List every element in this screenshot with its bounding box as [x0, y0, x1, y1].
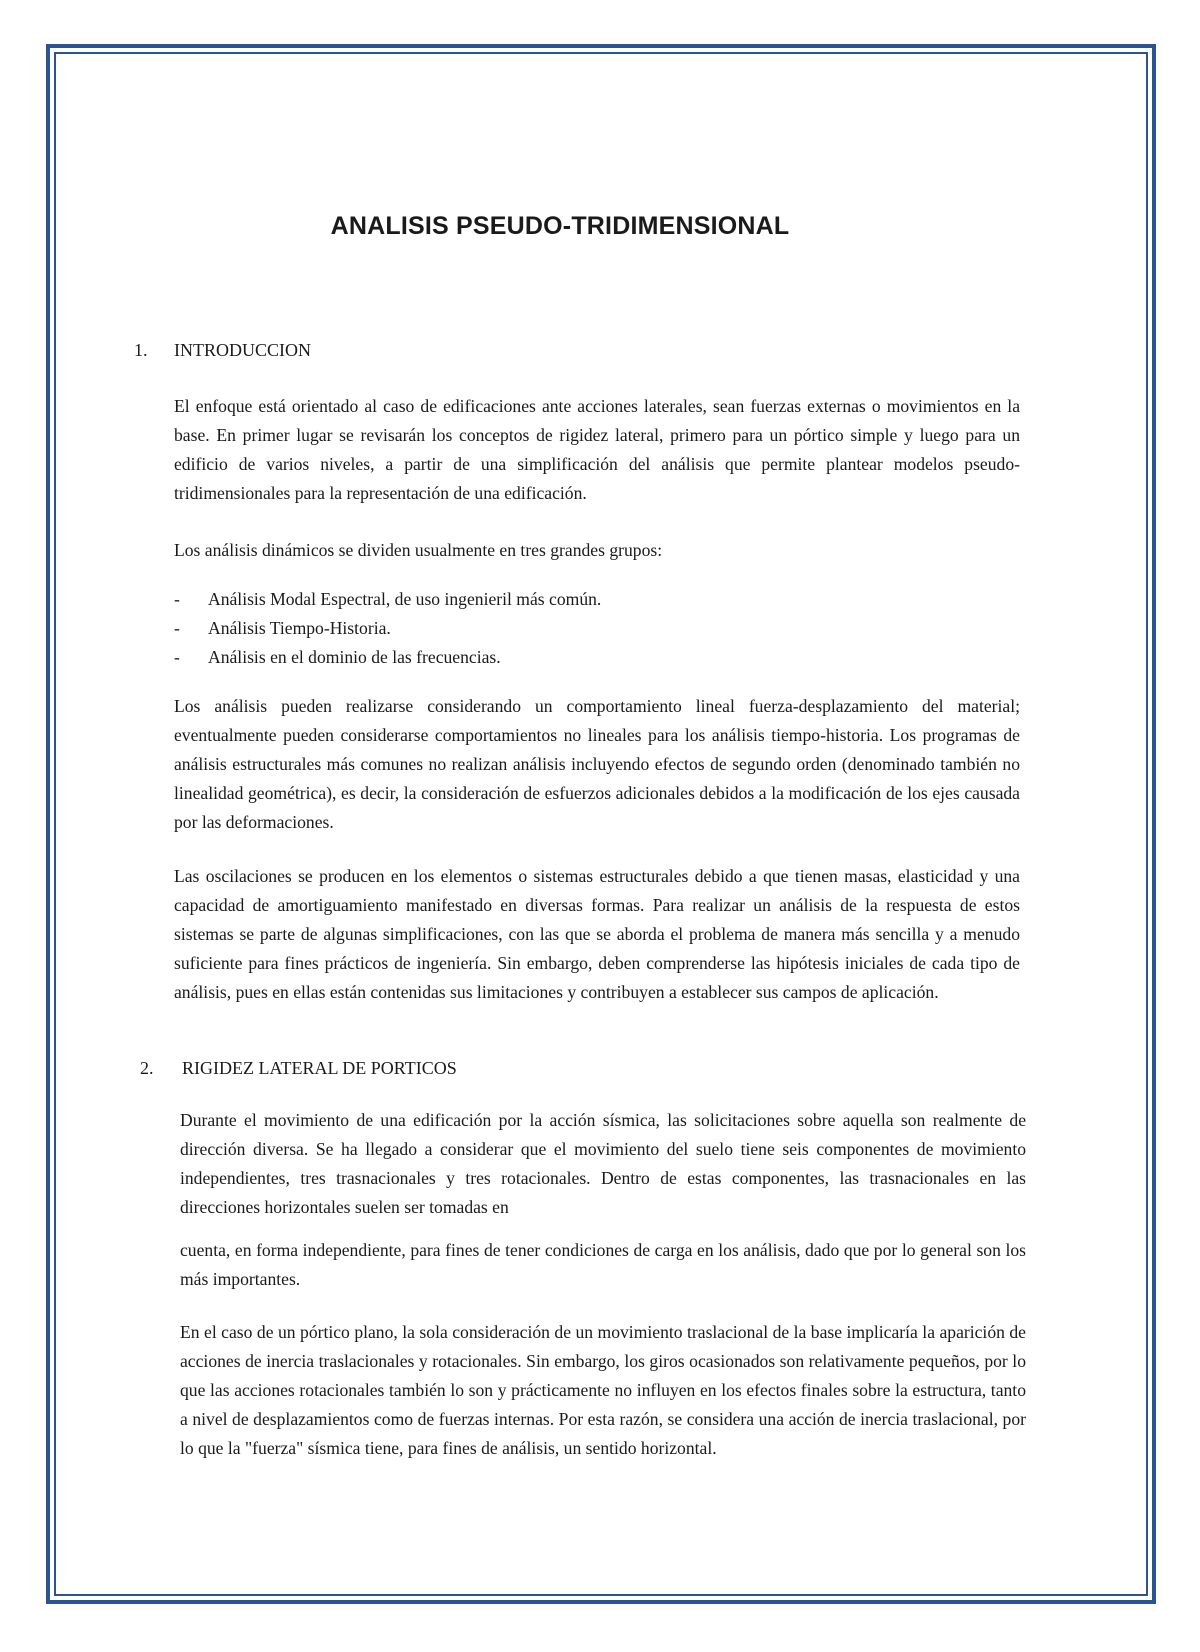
section-2-heading: [140, 1058, 457, 1079]
section-1-paragraph-3: Los análisis pueden realizarse considerando un comportamiento lineal fuerza-desplazamiento del material; eventualmente pueden considerarse comportamientos no lineales para los análisis tiempo-historia. Los programas de análisis estructurales más comunes no realizan análisis incluyendo efectos de segundo orden (denominado también no linealidad geométrica), es decir, la consideración de esfuerzos adicionales debidos a la modificación de los ejes causada por las deformaciones.: [174, 696, 1020, 832]
section-1-title: INTRODUCCION: [174, 340, 311, 360]
section-2-title: RIGIDEZ LATERAL DE PORTICOS: [182, 1058, 457, 1078]
list-item: - Análisis Tiempo-Historia.: [174, 618, 391, 638]
section-1-heading: [134, 340, 311, 361]
list-item: - Análisis Modal Espectral, de uso ingenieril más común.: [174, 589, 602, 609]
section-2-paragraph-1: Durante el movimiento de una edificación por la acción sísmica, las solicitaciones sobre aquella son realmente de dirección diversa. Se ha llegado a considerar que el movimiento del suelo tiene seis componentes de movimiento independientes, tres trasnacionales y tres rotacionales. Dentro de estas componentes, las trasnacionales en las direcciones horizontales suelen ser tomadas en: [180, 1110, 1026, 1217]
section-2-paragraph-2: cuenta, en forma independiente, para fines de tener condiciones de carga en los análisis, dado que por lo general son los más importantes.: [180, 1240, 1026, 1289]
section-1-paragraph-4: Las oscilaciones se producen en los elementos o sistemas estructurales debido a que tienen masas, elasticidad y una capacidad de amortiguamiento manifestado en diversas formas. Para realizar un análisis de la respuesta de estos sistemas se parte de algunas simplificaciones, con las que se aborda el problema de manera más sencilla y a menudo suficiente para fines prácticos de ingeniería. Sin embargo, deben comprenderse las hipótesis iniciales de cada tipo de análisis, pues en ellas están contenidas sus limitaciones y contribuyen a establecer sus campos de aplicación.: [174, 866, 1020, 1002]
list-item: - Análisis en el dominio de las frecuencias.: [174, 647, 501, 667]
section-1-paragraph-1: El enfoque está orientado al caso de edificaciones ante acciones laterales, sean fuerzas externas o movimientos en la base. En primer lugar se revisarán los conceptos de rigidez lateral, primero para un pórtico simple y luego para un edificio de varios niveles, a partir de una simplificación del análisis que permite plantear modelos pseudo-tridimensionales para la representación de una edificación.: [174, 396, 1020, 503]
section-1-paragraph-2: Los análisis dinámicos se dividen usualmente en tres grandes grupos:: [174, 540, 663, 560]
section-1-number: 1.: [134, 340, 148, 360]
page-title: ANALISIS PSEUDO-TRIDIMENSIONAL: [330, 212, 790, 240]
analysis-types-list: [174, 585, 1020, 672]
section-2-number: 2.: [140, 1058, 154, 1078]
section-2-paragraph-3: En el caso de un pórtico plano, la sola consideración de un movimiento traslacional de la base implicaría la aparición de acciones de inercia traslacionales y rotacionales. Sin embargo, los giros ocasionados son relativamente pequeños, por lo que las acciones rotacionales también lo son y prácticamente no influyen en los efectos finales sobre la estructura, tanto a nivel de desplazamientos como de fuerzas internas. Por esta razón, se considera una acción de inercia traslacional, por lo que la "fuerza" sísmica tiene, para fines de análisis, un sentido horizontal.: [180, 1322, 1026, 1458]
